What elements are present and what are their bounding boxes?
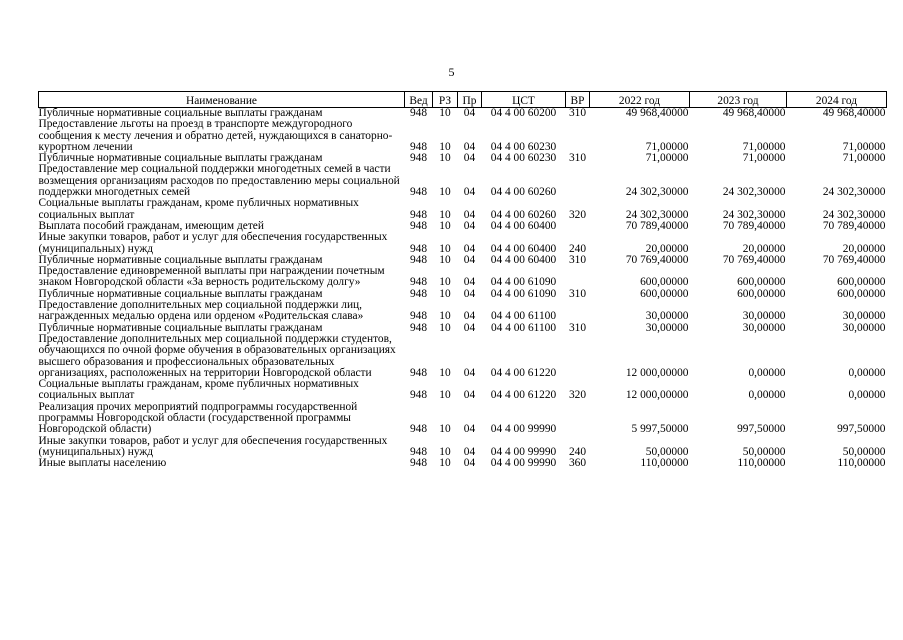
row-value-2024: 30,00000 [842,321,886,334]
row-vr: 310 [568,253,587,266]
row-vr: 240 [568,242,587,255]
row-name: Публичные нормативные социальные выплаты гражданам [38,107,323,119]
row-ved: 948 [409,457,428,470]
row-ved: 948 [409,321,428,334]
row-cst: 04 4 00 60400 [490,253,557,266]
row-cst: 04 4 00 61220 [490,389,557,402]
row-cst: 04 4 00 60260 [490,208,557,221]
row-vr [566,266,590,289]
row-pr: 04 [463,186,476,199]
row-name: Иные закупки товаров, работ и услуг для обеспечения государственных (муниципальных) нужд [38,231,388,255]
row-rz: 10 [439,287,451,300]
header-cst: ЦСТ [482,92,566,108]
budget-table [38,91,887,470]
row-name: Предоставление дополнительных мер социальной поддержки лиц, награжденных медалью ордена или орденом «Родительская слава» [38,299,364,323]
row-cst: 04 4 00 60400 [490,219,557,232]
table-row [39,266,887,289]
row-pr: 04 [463,107,476,119]
row-value-2022: 20,00000 [645,242,689,255]
row-vr [566,221,590,232]
row-name: Публичные нормативные социальные выплаты гражданам [38,253,323,266]
row-rz: 10 [439,152,451,165]
row-ved: 948 [409,208,428,221]
row-pr: 04 [463,445,476,458]
row-name: Предоставление мер социальной поддержки многодетных семей в части возмещения организациям расходов по предоставлению меры социальной поддержки многодетных семей [38,163,400,199]
row-ved: 948 [409,366,428,379]
row-name: Публичные нормативные социальные выплаты гражданам [38,152,323,165]
row-ved: 948 [409,152,428,165]
row-value-2024: 30,00000 [842,310,886,323]
row-rz: 10 [439,389,451,402]
row-value-2024: 997,50000 [837,423,886,436]
row-cst: 04 4 00 99990 [490,445,557,458]
row-value-2023: 30,00000 [742,321,786,334]
row-value-2022: 71,00000 [645,152,689,165]
row-rz: 10 [439,457,451,470]
row-value-2022: 30,00000 [645,321,689,334]
table-body [39,108,887,470]
row-ved: 948 [409,310,428,323]
row-rz: 10 [439,208,451,221]
row-value-2024: 71,00000 [842,152,886,165]
row-name: Публичные нормативные социальные выплаты гражданам [38,287,323,300]
row-pr: 04 [463,287,476,300]
row-cst: 04 4 00 60260 [490,186,557,199]
row-value-2022: 24 302,30000 [625,186,689,199]
row-pr: 04 [463,366,476,379]
row-cst: 04 4 00 60200 [490,107,557,119]
row-name: Реализация прочих мероприятий подпрограммы государственной программы Новгородской области (государственной программы Новгородской области) [38,400,358,436]
table-row [39,164,887,198]
row-ved: 948 [409,140,428,153]
row-value-2022: 110,00000 [640,457,689,470]
row-value-2024: 0,00000 [848,366,886,379]
header-2023: 2023 год [690,92,787,108]
row-value-2024: 70 769,40000 [822,253,886,266]
row-pr: 04 [463,219,476,232]
row-vr: 320 [568,208,587,221]
row-name: Публичные нормативные социальные выплаты гражданам [38,321,323,334]
row-name: Иные выплаты населению [38,457,167,470]
row-value-2024: 24 302,30000 [822,186,886,199]
row-rz: 10 [439,276,451,289]
row-cst: 04 4 00 61090 [490,276,557,289]
row-vr [566,334,590,379]
row-value-2022: 49 968,40000 [625,107,689,119]
row-ved: 948 [409,389,428,402]
row-value-2023: 24 302,30000 [722,186,786,199]
row-value-2023: 600,00000 [737,276,786,289]
row-vr [566,164,590,198]
row-value-2024: 49 968,40000 [822,107,886,119]
row-value-2024: 110,00000 [837,457,886,470]
row-vr: 310 [568,107,587,119]
row-value-2024: 24 302,30000 [822,208,886,221]
row-ved: 948 [409,287,428,300]
row-name: Предоставление льготы на проезд в транспорте междугородного сообщения к месту лечения и обратно детей, нуждающихся в санаторно-курортном лечении [38,118,393,153]
row-name: Социальные выплаты гражданам, кроме публичных нормативных социальных выплат [38,197,359,221]
row-ved: 948 [409,186,428,199]
row-rz: 10 [439,186,451,199]
row-value-2024: 20,00000 [842,242,886,255]
row-pr: 04 [463,276,476,289]
row-value-2022: 12 000,00000 [625,366,689,379]
row-ved: 948 [409,423,428,436]
row-cst: 04 4 00 61100 [490,310,557,323]
row-name: Социальные выплаты гражданам, кроме публичных нормативных социальных выплат [38,378,359,402]
row-pr: 04 [463,152,476,165]
row-value-2023: 600,00000 [737,287,786,300]
row-value-2022: 24 302,30000 [625,208,689,221]
row-value-2023: 24 302,30000 [722,208,786,221]
header-ved: Вед [405,92,433,108]
row-vr: 310 [568,287,587,300]
header-rz: РЗ [433,92,458,108]
row-value-2023: 50,00000 [742,445,786,458]
row-vr [566,402,590,436]
row-value-2022: 30,00000 [645,310,689,323]
row-rz: 10 [439,107,451,119]
header-2024: 2024 год [787,92,887,108]
row-vr: 360 [568,457,587,470]
row-rz: 10 [439,219,451,232]
row-value-2022: 70 769,40000 [625,253,689,266]
row-rz: 10 [439,366,451,379]
row-value-2022: 12 000,00000 [625,389,689,402]
table-row [39,379,887,402]
row-rz: 10 [439,445,451,458]
row-pr: 04 [463,457,476,470]
row-cst: 04 4 00 60400 [490,242,557,255]
row-value-2022: 70 789,40000 [625,219,689,232]
table-row [39,334,887,379]
row-cst: 04 4 00 61220 [490,366,557,379]
row-cst: 04 4 00 60230 [490,152,557,165]
row-value-2023: 20,00000 [742,242,786,255]
row-vr: 310 [568,152,587,165]
header-vr: ВР [566,92,590,108]
table-row [39,198,887,221]
row-rz: 10 [439,321,451,334]
row-value-2024: 50,00000 [842,445,886,458]
header-name: Наименование [39,92,405,108]
table-row [39,300,887,323]
row-cst: 04 4 00 61090 [490,287,557,300]
row-value-2023: 70 769,40000 [722,253,786,266]
row-value-2022: 5 997,50000 [631,423,689,436]
table-row [39,458,887,469]
row-pr: 04 [463,208,476,221]
row-cst: 04 4 00 61100 [490,321,557,334]
row-value-2022: 71,00000 [645,140,689,153]
table-row [39,402,887,436]
row-value-2023: 0,00000 [748,366,786,379]
header-2022: 2022 год [590,92,690,108]
row-rz: 10 [439,310,451,323]
row-value-2023: 71,00000 [742,140,786,153]
row-pr: 04 [463,140,476,153]
row-rz: 10 [439,242,451,255]
header-pr: Пр [458,92,482,108]
row-value-2024: 70 789,40000 [822,219,886,232]
row-cst: 04 4 00 99990 [490,423,557,436]
row-value-2023: 30,00000 [742,310,786,323]
row-ved: 948 [409,219,428,232]
table-header-row [39,92,887,108]
table-row [39,232,887,255]
row-name: Предоставление дополнительных мер социальной поддержки студентов, обучающихся по очной форме обучения в образовательных организациях высшего образования и профессиональных образовательных организациях, расположенных на территории Новгородской области [38,332,396,379]
row-value-2023: 70 789,40000 [722,219,786,232]
row-rz: 10 [439,253,451,266]
row-ved: 948 [409,445,428,458]
row-rz: 10 [439,140,451,153]
row-name: Предоставление единовременной выплаты при награждении почетным знаком Новгородской области «За верность родительскому долгу» [38,265,385,289]
row-vr: 320 [568,389,587,402]
row-value-2023: 71,00000 [742,152,786,165]
row-vr [566,119,590,153]
row-value-2024: 0,00000 [848,389,886,402]
row-value-2024: 71,00000 [842,140,886,153]
row-pr: 04 [463,253,476,266]
row-value-2023: 0,00000 [748,389,786,402]
row-pr: 04 [463,423,476,436]
row-cst: 04 4 00 60230 [490,140,557,153]
row-value-2022: 600,00000 [640,287,689,300]
row-vr: 310 [568,321,587,334]
row-pr: 04 [463,310,476,323]
row-value-2023: 49 968,40000 [722,107,786,119]
row-pr: 04 [463,321,476,334]
row-vr: 240 [568,445,587,458]
row-ved: 948 [409,253,428,266]
row-cst: 04 4 00 99990 [490,457,557,470]
row-pr: 04 [463,389,476,402]
row-name: Иные закупки товаров, работ и услуг для обеспечения государственных (муниципальных) нужд [38,434,388,458]
row-value-2024: 600,00000 [837,276,886,289]
row-value-2023: 997,50000 [737,423,786,436]
row-name: Выплата пособий гражданам, имеющим детей [38,219,264,232]
row-value-2022: 600,00000 [640,276,689,289]
row-value-2024: 600,00000 [837,287,886,300]
row-value-2022: 50,00000 [645,445,689,458]
row-ved: 948 [409,276,428,289]
row-ved: 948 [409,242,428,255]
row-ved: 948 [409,107,428,119]
row-rz: 10 [439,423,451,436]
row-vr [566,300,590,323]
row-pr: 04 [463,242,476,255]
row-value-2023: 110,00000 [737,457,786,470]
table-row [39,436,887,459]
table-row [39,119,887,153]
page-number: 5 [448,65,455,79]
